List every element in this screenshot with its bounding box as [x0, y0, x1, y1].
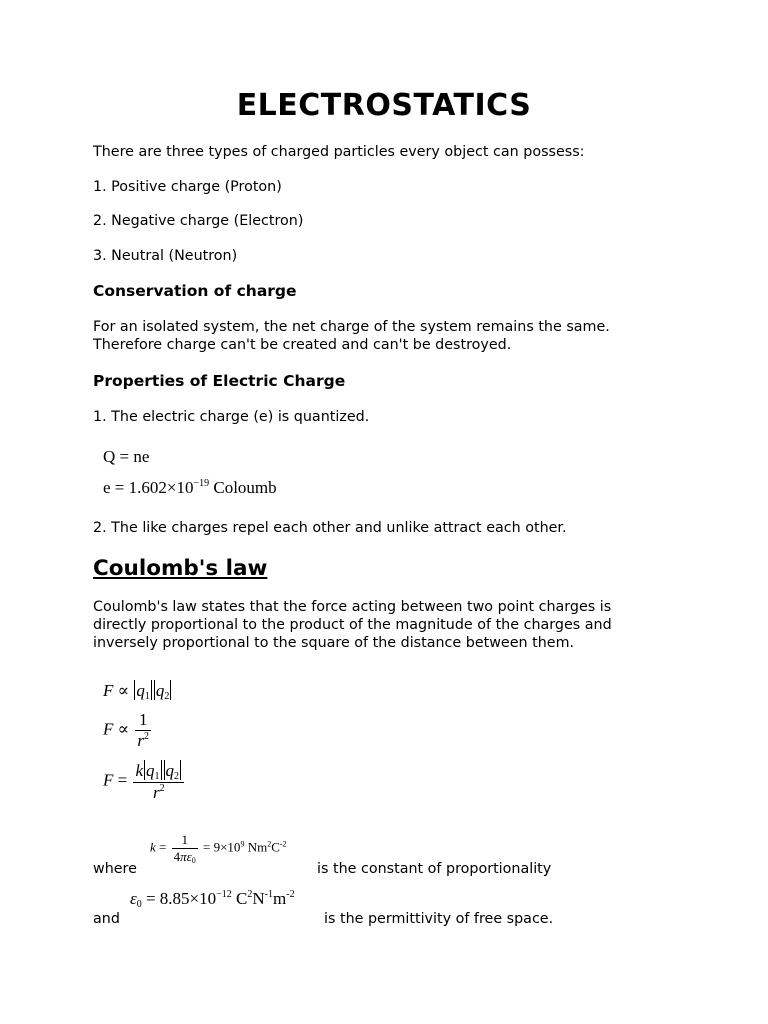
list-item: 3. Neutral (Neutron): [93, 248, 238, 264]
intro-text: There are three types of charged particles every object can possess:: [93, 144, 585, 160]
equation-q: Q = ne: [103, 447, 150, 466]
properties-heading: Properties of Electric Charge: [93, 372, 346, 390]
property-item: 1. The electric charge (e) is quantized.: [93, 409, 370, 425]
equation-coulomb-force: F = $\frac{k q_1 q_2}{r^2}$: [103, 760, 186, 803]
and-text: is the permittivity of free space.: [324, 911, 554, 927]
equation-k-constant: k = $\frac{1}{4\pi\varepsilon_0}$ = $9\times 10^9$ $Nm^2C^{-2}$: [150, 832, 287, 865]
equation-e-exponent: −19: [193, 478, 210, 489]
coulomb-text: Coulomb's law states that the force acting between two point charges is: [93, 599, 612, 615]
equation-f-inverse-square: F ∝ $\frac{1}{r^2}$: [103, 710, 150, 750]
equation-f-product: $F \propto q_1$ $q_2$: [103, 681, 170, 702]
equation-e: [103, 478, 277, 498]
where-text: is the constant of proportionality: [317, 861, 552, 877]
conservation-text: Therefore charge can't be created and can't be destroyed.: [93, 337, 512, 353]
where-label: where: [93, 861, 137, 877]
conservation-text: For an isolated system, the net charge of the system remains the same.: [93, 319, 610, 335]
coulomb-text: directly proportional to the product of the magnitude of the charges and: [93, 617, 612, 633]
coulomb-heading: Coulomb's law: [93, 556, 268, 581]
page-title: ELECTROSTATICS: [236, 88, 532, 123]
list-item: 1. Positive charge (Proton): [93, 179, 282, 195]
list-item: 2. Negative charge (Electron): [93, 213, 304, 229]
equation-permittivity: $\varepsilon_0 = 8.85\times 10^{-12}$ $C^2N^{-1}m^{-2}$: [130, 889, 295, 910]
and-label: and: [93, 911, 120, 927]
equation-e-value: e = 1.602×10: [103, 478, 194, 497]
property-item: 2. The like charges repel each other and unlike attract each other.: [93, 520, 567, 536]
conservation-heading: Conservation of charge: [93, 282, 297, 300]
equation-e-unit: Coloumb: [213, 478, 277, 497]
coulomb-text: inversely proportional to the square of the distance between them.: [93, 635, 575, 651]
